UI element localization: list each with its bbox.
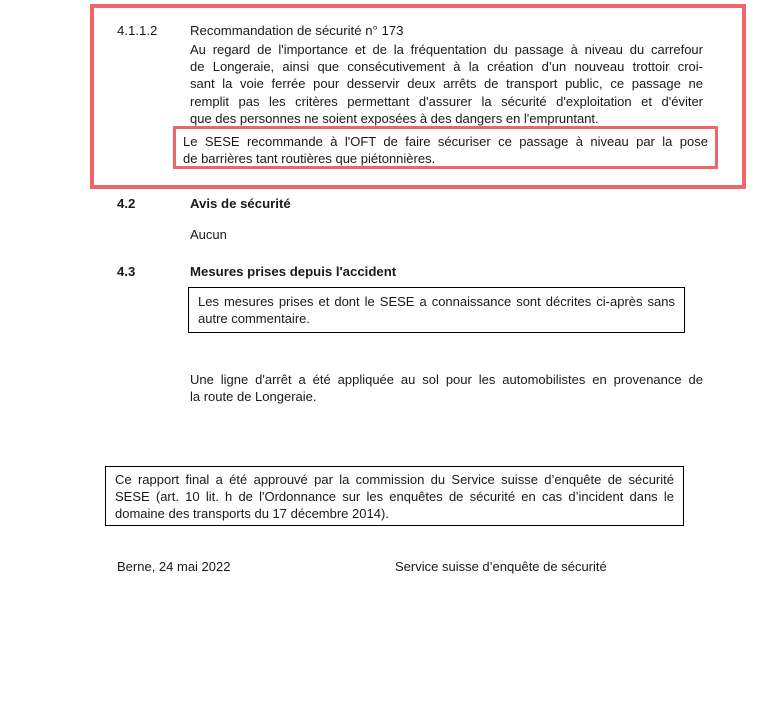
section-title: Mesures prises depuis l'accident (190, 264, 397, 279)
recommendation-line: Le SESE recommande à l'OFT de faire sécuriser ce passage à niveau par la pose (183, 134, 708, 149)
recommendation-line: de barrières tant routières que piétonnières. (183, 151, 436, 167)
recommendation-highlight-box (173, 126, 718, 169)
section-title: Avis de sécurité (190, 196, 291, 211)
measures-box-line: autre commentaire. (198, 311, 310, 327)
paragraph-line: remplit pas les critères permettant d'assurer la sécurité d'exploitation et d'éviter (190, 93, 703, 109)
paragraph-line: sant la voie ferrée pour desservir deux arrêts de transport public, ce passage ne (190, 76, 703, 92)
measures-box-line: Les mesures prises et dont le SESE a connaissance sont décrites ci-après sans (198, 294, 675, 309)
paragraph-line: de Longeraie, ainsi que consécutivement à la création d’un nouveau trottoir croi- (190, 59, 703, 75)
section-title: Recommandation de sécurité n° 173 (190, 23, 404, 38)
paragraph-line: la route de Longeraie. (190, 389, 317, 405)
measures-box (188, 287, 685, 333)
section-body: Aucun (190, 227, 227, 242)
place-date: Berne, 24 mai 2022 (117, 559, 231, 574)
organization-name: Service suisse d’enquête de sécurité (395, 559, 607, 574)
section-paragraph (190, 41, 703, 127)
paragraph-line: Au regard de l'importance et de la fréquentation du passage à niveau du carrefour (190, 42, 703, 57)
section-number: 4.2 (117, 196, 136, 211)
approval-box (105, 466, 684, 526)
section-number: 4.1.1.2 (117, 23, 158, 38)
paragraph-line: Une ligne d'arrêt a été appliquée au sol pour les automobilistes en provenance de (190, 372, 703, 387)
approval-box-line: SESE (art. 10 lit. h de l'Ordonnance sur les enquêtes de sécurité en cas d’incident dans le (115, 489, 674, 505)
approval-box-line: domaine des transports du 17 décembre 2014). (115, 506, 389, 522)
section-paragraph (190, 371, 703, 405)
paragraph-line: que des personnes ne soient exposées à des dangers en l'empruntant. (190, 110, 599, 126)
approval-box-line: Ce rapport final a été approuvé par la commission du Service suisse d’enquête de sécurité (115, 472, 674, 487)
section-number: 4.3 (117, 264, 136, 279)
